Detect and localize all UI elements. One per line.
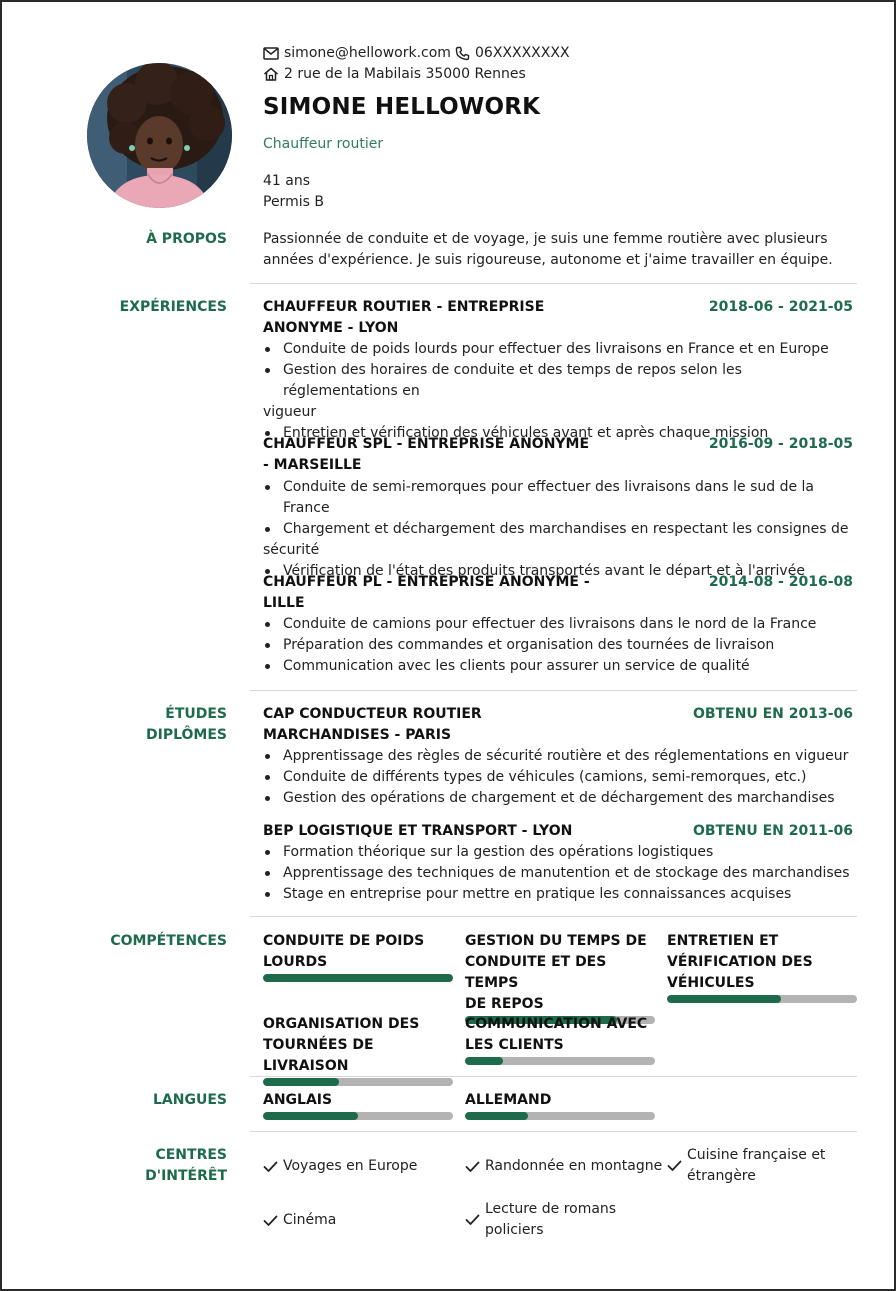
skill-name-line: VÉHICULES bbox=[667, 975, 755, 991]
skill-level-fill bbox=[263, 1078, 339, 1086]
interest-text: Randonnée en montagne bbox=[485, 1158, 663, 1174]
phone-contact[interactable] bbox=[455, 45, 570, 61]
interest-text-line: étrangère bbox=[687, 1168, 756, 1184]
skill-name bbox=[263, 931, 453, 973]
checkmark-icon bbox=[667, 1160, 682, 1172]
skill-level-bar bbox=[263, 1078, 453, 1086]
checkmark-icon bbox=[263, 1215, 278, 1227]
interests-label-line: CENTRES bbox=[155, 1147, 227, 1163]
education-1-title-line: CAP CONDUCTEUR ROUTIER bbox=[263, 706, 482, 722]
education-label-line: DIPLÔMES bbox=[146, 727, 227, 743]
skill-level-bar bbox=[465, 1057, 655, 1065]
address-contact bbox=[263, 66, 526, 82]
experiences-section-label: EXPÉRIENCES bbox=[119, 299, 227, 315]
skill-item bbox=[465, 1014, 655, 1065]
section-divider bbox=[250, 1131, 857, 1132]
envelope-icon bbox=[263, 47, 279, 60]
interest-item bbox=[667, 1145, 825, 1187]
list-item: Stage en entreprise pour mettre en pratique les connaissances acquises bbox=[263, 884, 857, 905]
candidate-name: SIMONE HELLOWORK bbox=[263, 94, 541, 120]
skills-section-label: COMPÉTENCES bbox=[110, 933, 227, 949]
education-2-bullets bbox=[263, 842, 857, 905]
list-item bbox=[263, 519, 857, 561]
skill-name-line: COMMUNICATION AVEC bbox=[465, 1016, 648, 1032]
interest-item bbox=[465, 1156, 662, 1177]
language-name: ANGLAIS bbox=[263, 1092, 333, 1108]
list-item: Apprentissage des techniques de manutention et de stockage des marchandises bbox=[263, 863, 857, 884]
list-item: Préparation des commandes et organisation des tournées de livraison bbox=[263, 635, 857, 656]
section-divider bbox=[250, 1076, 857, 1077]
interest-text: Voyages en Europe bbox=[283, 1158, 418, 1174]
skill-level-bar bbox=[667, 995, 857, 1003]
education-2-title: BEP LOGISTIQUE ET TRANSPORT - LYON bbox=[263, 823, 573, 839]
checkmark-icon bbox=[465, 1161, 480, 1173]
language-level-fill bbox=[465, 1112, 528, 1120]
section-divider bbox=[250, 283, 857, 284]
skill-level-fill bbox=[667, 995, 781, 1003]
interest-text bbox=[687, 1145, 825, 1187]
skill-item bbox=[667, 931, 857, 1003]
experience-3-bullets bbox=[263, 614, 857, 677]
experience-2-title bbox=[263, 434, 589, 476]
experience-1-title bbox=[263, 297, 544, 339]
list-item: Formation théorique sur la gestion des opérations logistiques bbox=[263, 842, 857, 863]
experience-1-date: 2018-06 - 2021-05 bbox=[708, 299, 853, 315]
list-item: Conduite de poids lourds pour effectuer des livraisons en France et en Europe bbox=[263, 339, 857, 360]
list-item-text: Chargement et déchargement des marchandises en respectant les consignes de bbox=[283, 521, 849, 537]
list-item: Gestion des opérations de chargement et de déchargement des marchandises bbox=[263, 788, 857, 809]
list-item: Conduite de camions pour effectuer des livraisons dans le nord de la France bbox=[263, 614, 857, 635]
skill-name-line: VÉRIFICATION DES bbox=[667, 954, 813, 970]
skill-level-fill bbox=[465, 1057, 503, 1065]
experience-3-title-line: CHAUFFEUR PL - ENTREPRISE ANONYME - bbox=[263, 574, 590, 590]
phone-text: 06XXXXXXXX bbox=[475, 45, 570, 61]
list-item: Entretien et vérification des véhicules avant et après chaque mission bbox=[263, 423, 857, 444]
checkmark-icon bbox=[263, 1161, 278, 1173]
profile-photo bbox=[87, 63, 232, 208]
education-1-title-line: MARCHANDISES - PARIS bbox=[263, 727, 452, 743]
list-item: Conduite de semi-remorques pour effectuer des livraisons dans le sud de la France bbox=[263, 477, 857, 519]
skill-item bbox=[263, 931, 453, 982]
address-text: 2 rue de la Mabilais 35000 Rennes bbox=[284, 66, 526, 82]
experience-2-title-line: - MARSEILLE bbox=[263, 457, 362, 473]
language-level-bar bbox=[263, 1112, 453, 1120]
interest-item bbox=[263, 1210, 336, 1231]
phone-icon bbox=[455, 46, 470, 61]
education-1-bullets bbox=[263, 746, 857, 809]
interest-text-line: policiers bbox=[485, 1222, 544, 1238]
skill-name-line: TOURNÉES DE LIVRAISON bbox=[263, 1037, 374, 1074]
list-item: Vérification de l'état des produits transportés avant le départ et à l'arrivée bbox=[263, 561, 857, 582]
email-text: simone@hellowork.com bbox=[284, 45, 451, 61]
skill-name bbox=[465, 931, 655, 1015]
skill-name-line: ORGANISATION DES bbox=[263, 1016, 420, 1032]
skill-name bbox=[667, 931, 857, 994]
skill-name-line: LES CLIENTS bbox=[465, 1037, 564, 1053]
skill-name-line: DE REPOS bbox=[465, 996, 544, 1012]
experience-3-date: 2014-08 - 2016-08 bbox=[708, 574, 853, 590]
skill-name-line: LOURDS bbox=[263, 954, 328, 970]
language-name: ALLEMAND bbox=[465, 1092, 552, 1108]
experience-1-title-line: ANONYME - LYON bbox=[263, 320, 399, 336]
language-item bbox=[263, 1090, 453, 1120]
language-level-bar bbox=[465, 1112, 655, 1120]
experience-2-title-line: CHAUFFEUR SPL - ENTREPRISE ANONYME bbox=[263, 436, 590, 452]
list-item-text: vigueur bbox=[263, 404, 317, 420]
interest-item bbox=[465, 1199, 616, 1241]
experience-2-date: 2016-09 - 2018-05 bbox=[708, 436, 853, 452]
list-item: Apprentissage des règles de sécurité routière et des réglementations en vigueur bbox=[263, 746, 857, 767]
languages-section-label: LANGUES bbox=[153, 1092, 227, 1108]
interests-section-label bbox=[145, 1145, 227, 1187]
education-1-title bbox=[263, 704, 482, 746]
skill-name-line: CONDUITE DE POIDS bbox=[263, 933, 425, 949]
skill-name-line: GESTION DU TEMPS DE bbox=[465, 933, 647, 949]
language-level-fill bbox=[263, 1112, 358, 1120]
home-icon bbox=[263, 67, 279, 81]
interest-text-line: Lecture de romans bbox=[485, 1201, 617, 1217]
interest-text bbox=[485, 1199, 616, 1241]
list-item: Conduite de différents types de véhicules (camions, semi-remorques, etc.) bbox=[263, 767, 857, 788]
skill-level-fill bbox=[263, 974, 453, 982]
list-item bbox=[263, 360, 857, 423]
skill-name-line: ENTRETIEN ET bbox=[667, 933, 779, 949]
skill-level-bar bbox=[263, 974, 453, 982]
section-divider bbox=[250, 916, 857, 917]
skill-name bbox=[263, 1014, 453, 1077]
about-text: Passionnée de conduite et de voyage, je suis une femme routière avec plusieurs années d'expérience. Je suis rigoureuse, autonome et j'aime travailler en équipe. bbox=[263, 231, 833, 268]
driving-license: Permis B bbox=[263, 194, 324, 210]
interest-text-line: Cuisine française et bbox=[687, 1147, 826, 1163]
experience-1-bullets bbox=[263, 339, 857, 444]
experience-3-title-line: LILLE bbox=[263, 595, 305, 611]
experience-3-title bbox=[263, 572, 590, 614]
section-divider bbox=[250, 690, 857, 691]
experience-1-title-line: CHAUFFEUR ROUTIER - ENTREPRISE bbox=[263, 299, 545, 315]
skill-item bbox=[465, 931, 655, 1024]
skill-name-line: CONDUITE ET DES TEMPS bbox=[465, 954, 607, 991]
interest-text: Cinéma bbox=[283, 1212, 337, 1228]
job-title: Chauffeur routier bbox=[263, 136, 384, 152]
checkmark-icon bbox=[465, 1214, 480, 1226]
list-item-text: Gestion des horaires de conduite et des temps de repos selon les réglementations en bbox=[283, 362, 742, 399]
interest-item bbox=[263, 1156, 417, 1177]
list-item: Communication avec les clients pour assurer un service de qualité bbox=[263, 656, 857, 677]
language-item bbox=[465, 1090, 655, 1120]
education-2-date: OBTENU EN 2011-06 bbox=[692, 823, 853, 839]
skill-name bbox=[465, 1014, 655, 1056]
email-contact[interactable] bbox=[263, 45, 451, 61]
education-1-date: OBTENU EN 2013-06 bbox=[692, 706, 853, 722]
age: 41 ans bbox=[263, 173, 311, 189]
education-label-line: ÉTUDES bbox=[165, 706, 227, 722]
interests-label-line: D'INTÉRÊT bbox=[145, 1168, 227, 1184]
about-section-label: À PROPOS bbox=[146, 231, 227, 247]
education-section-label bbox=[146, 704, 227, 746]
list-item-text: sécurité bbox=[263, 542, 320, 558]
experience-2-bullets bbox=[263, 477, 857, 582]
